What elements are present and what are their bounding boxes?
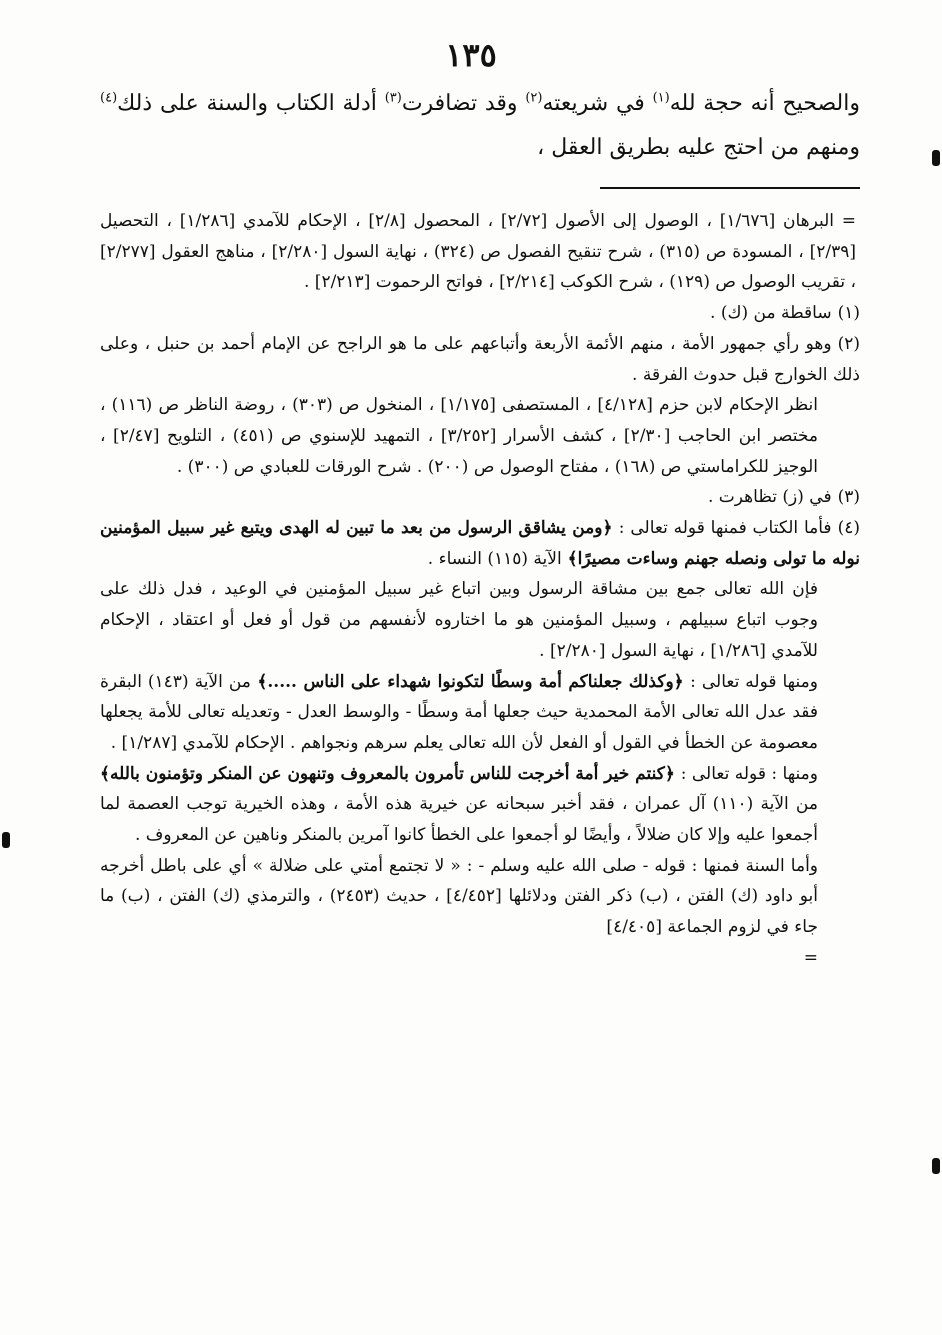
- footnote-2-references: انظر الإحكام لابن حزم [٤/١٢٨] ، المستصفى [١/١٧٥] ، المنخول ص (٣٠٣) ، روضة الناظر ص (١١٦) ، مختصر ابن الحاجب [٢/٣٠] ، كشف الأسرار [٣/٢٥٢] ، التمهيد للإسنوي ص (٤٥١) ، التلويح [٢/٤٧] ، الوجيز للكراماستي ص (١٦٨) ، مفتاح الوصول ص (٢٠٠) . شرح الورقات للعبادي ص (٣٠٠) .: [100, 395, 818, 477]
- footnote-4-marker: (٤): [837, 518, 860, 539]
- quran-close-bracket: ﴾: [250, 671, 268, 692]
- footnote-1-text: ساقطة من (ك) .: [710, 303, 832, 324]
- footnote-4-para-3: [100, 759, 860, 851]
- footnote-2-marker: (٢): [837, 333, 860, 354]
- footnotes-section: [100, 206, 860, 974]
- main-text-part-4: أدلة الكتاب والسنة على ذلك: [117, 91, 385, 116]
- footnote-ref-3: (٣): [384, 90, 402, 106]
- main-text-part-5: ومنهم من احتج عليه بطريق العقل ،: [537, 135, 860, 160]
- footnote-continuation: = البرهان [١/٦٧٦] ، الوصول إلى الأصول [٢/٧٢] ، المحصول [٢/٨] ، الإحكام للآمدي [١/٢٨٦] ، التحصيل [٢/٣٩] ، المسودة ص (٣١٥) ، شرح تنقيح الفصول ص (٣٢٤) ، نهاية السول [٢/٢٨٠] ، مناهج العقول [٢/٢٧٧] ، تقريب الوصول ص (١٢٩) ، شرح الكوكب [٢/٢١٤] ، فواتح الرحموت [٢/٢١٣] .: [100, 211, 857, 293]
- para-3-intro: ومنها : قوله تعالى :: [680, 763, 818, 784]
- footnote-4: [100, 513, 860, 574]
- footnote-1: [100, 298, 860, 329]
- quran-open-bracket: ﴿: [602, 518, 619, 539]
- quran-verse-2: وكذلك جعلناكم أمة وسطًا لتكونوا شهداء على الناس .....: [267, 671, 674, 692]
- para-3-text: من الآية (١١٠) آل عمران ، فقد أخبر سبحانه عن خيرية هذه الأمة ، وهذه الخيرية توجب العصمة لما أجمعوا عليه وإلا كان ضلالاً ، وأيضًا لو أجمعوا على الخطأ كانوا آمرين بالمنكر وناهين عن المعروف .: [100, 794, 818, 846]
- page-edge-mark-left: [2, 832, 10, 848]
- quran-verse-3: كنتم خير أمة أخرجت للناس تأمرون بالمعروف وتنهون عن المنكر وتؤمنون بالله: [109, 763, 665, 784]
- footnote-2-text: وهو رأي جمهور الأمة ، منهم الأئمة الأربعة وأتباعهم على ما هو الراجح عن الإمام أحمد بن حنبل ، وعلى ذلك الخوارج قبل حدوث الفرقة .: [100, 333, 860, 385]
- footnote-1-marker: (١): [837, 303, 860, 324]
- footnote-ref-1: (١): [652, 90, 670, 106]
- quran-open-bracket: ﴿: [673, 671, 691, 692]
- footnote-4-intro: فأما الكتاب فمنها قوله تعالى :: [618, 518, 832, 539]
- quran-close-bracket: ﴾: [100, 763, 110, 784]
- quran-verse-1: ومن يشاقق الرسول من بعد ما تبين له الهدى ويتبع غير سبيل المؤمنين نوله ما تولى ونصله جهنم وساءت مصيرًا: [100, 518, 860, 569]
- quran-open-bracket: ﴿: [664, 763, 681, 784]
- page-number: ١٣٥: [445, 36, 497, 74]
- page-edge-mark-top: [932, 150, 940, 166]
- footnote-4-para-1: فإن الله تعالى جمع بين مشاقة الرسول وبين اتباع غير سبيل المؤمنين في الوعيد ، فدل ذلك على وجوب اتباع سبيلهم ، وسبيل المؤمنين هو ما اختاروه لأنفسهم من قول أو فعل أو اعتقاد ، الإحكام للآمدي [١/٢٨٦] ، نهاية السول [٢/٢٨٠] .: [100, 579, 818, 661]
- footnote-ref-2: (٢): [525, 90, 543, 106]
- footnote-4-para-2: [100, 667, 860, 759]
- continued-marker: =: [803, 947, 818, 968]
- footnote-ref-4: (٤): [100, 90, 118, 106]
- footnote-3-marker: (٣): [837, 487, 860, 508]
- main-body-text: [100, 82, 860, 170]
- footnote-3: [100, 482, 860, 513]
- quran-close-bracket: ﴾: [561, 548, 578, 569]
- page-edge-mark-bottom: [932, 1158, 940, 1174]
- main-text-part-3: وقد تضافرت: [401, 91, 526, 116]
- para-2-intro: ومنها قوله تعالى :: [690, 671, 818, 692]
- footnote-2: [100, 329, 860, 390]
- footnote-3-text: في (ز) تظاهرت .: [707, 487, 832, 508]
- main-text-part-2: في شريعته: [542, 91, 653, 116]
- footnote-separator-rule: [600, 187, 860, 189]
- verse-1-reference: الآية (١١٥) النساء .: [427, 548, 562, 569]
- main-text-part-1: والصحيح أنه حجة لله: [669, 91, 860, 116]
- para-2-text: من الآية (١٤٣) البقرة فقد عدل الله تعالى الأمة المحمدية حيث جعلها أمة وسطًا - والوسط العدل - وتعديله تعالى للأمة يجعلها معصومة عن الخطأ في القول أو الفعل لأن الله تعالى يعلم سرهم ونجواهم . الإحكام للآمدي [١/٢٨٧] .: [100, 671, 818, 753]
- footnote-4-para-4: وأما السنة فمنها : قوله - صلى الله عليه وسلم - : « لا تجتمع أمتي على ضلالة » أي على باطل أخرجه أبو داود (ك) الفتن ، (ب) ذكر الفتن ودلائلها [٤/٤٥٢] ، حديث (٢٤٥٣) ، والترمذي (ك) الفتن ، (ب) ما جاء في لزوم الجماعة [٤/٤٠٥]: [100, 855, 819, 938]
